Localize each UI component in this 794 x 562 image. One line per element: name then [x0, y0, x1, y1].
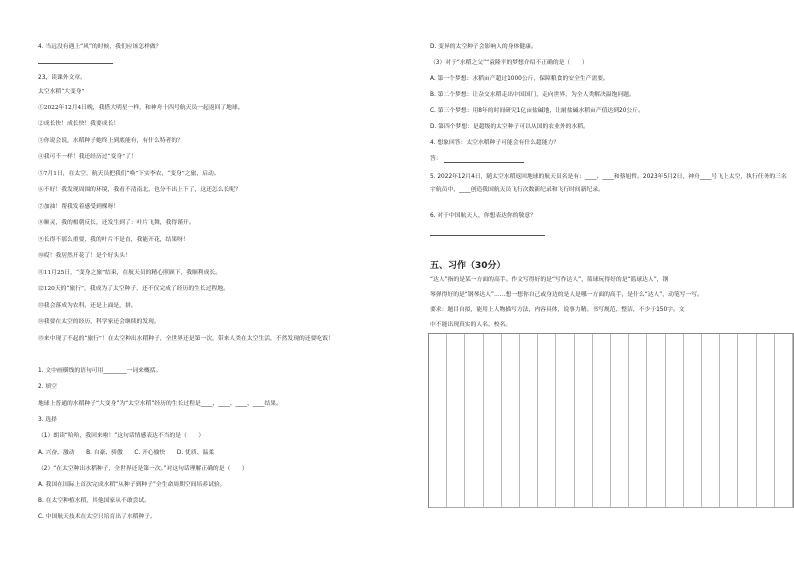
grid-cell[interactable]	[575, 485, 593, 507]
grid-cell[interactable]	[629, 421, 647, 443]
grid-cell[interactable]	[447, 377, 465, 399]
grid-cell[interactable]	[556, 377, 574, 399]
grid-cell[interactable]	[502, 399, 520, 421]
grid-cell[interactable]	[538, 334, 556, 356]
grid-cell[interactable]	[465, 377, 483, 399]
story-paragraph: ⑤7月1日，在太空，航天员把我们“唤”下实李农，“变身”之旅，启动。	[38, 171, 220, 177]
grid-cell[interactable]	[502, 356, 520, 378]
grid-cell[interactable]	[575, 464, 593, 486]
grid-cell[interactable]	[775, 421, 793, 443]
story-paragraph: ③你说会说，水稻种子她终上到底能有，有什么特者的？	[38, 138, 183, 144]
question-3-3-option-c: C. 第三个梦想：用8年的时间研究1亿亩盐碱地，让耐盐碱水稻亩产值达到20公斤。	[430, 108, 644, 114]
grid-cell[interactable]	[757, 421, 775, 443]
grid-cell[interactable]	[647, 464, 665, 486]
grid-cell[interactable]	[593, 421, 611, 443]
grid-cell[interactable]	[684, 377, 702, 399]
grid-cell[interactable]	[502, 421, 520, 443]
grid-cell[interactable]	[502, 485, 520, 507]
grid-cell[interactable]	[738, 334, 756, 356]
grid-cell[interactable]	[775, 485, 793, 507]
grid-cell[interactable]	[702, 485, 720, 507]
grid-cell[interactable]	[447, 421, 465, 443]
grid-cell[interactable]	[611, 356, 629, 378]
grid-cell[interactable]	[775, 377, 793, 399]
grid-cell[interactable]	[666, 334, 684, 356]
grid-cell[interactable]	[775, 399, 793, 421]
grid-cell[interactable]	[629, 399, 647, 421]
grid-cell[interactable]	[465, 442, 483, 464]
grid-cell[interactable]	[429, 356, 447, 378]
grid-cell[interactable]	[757, 377, 775, 399]
grid-cell[interactable]	[538, 356, 556, 378]
story-paragraph: ⑭我要在太空的经历，科学家还会继续的发现。	[38, 319, 160, 325]
grid-cell[interactable]	[502, 464, 520, 486]
essay-prompt-line: 要求：题目自拟，能用上人物描写方法，内容具体，说事力精。书写规范、整洁，不少于150字。文	[430, 307, 685, 313]
grid-cell[interactable]	[720, 464, 738, 486]
story-paragraph: ⑬我会落成为农科，还是上面是，拼。	[38, 303, 137, 309]
grid-cell[interactable]	[593, 356, 611, 378]
grid-cell[interactable]	[520, 334, 538, 356]
grid-cell[interactable]	[520, 485, 538, 507]
grid-cell[interactable]	[666, 399, 684, 421]
grid-cell[interactable]	[484, 377, 502, 399]
grid-cell[interactable]	[520, 399, 538, 421]
grid-cell[interactable]	[484, 485, 502, 507]
grid-row	[429, 377, 793, 400]
grid-cell[interactable]	[775, 442, 793, 464]
grid-cell[interactable]	[447, 356, 465, 378]
grid-cell[interactable]	[702, 356, 720, 378]
grid-cell[interactable]	[484, 356, 502, 378]
grid-cell[interactable]	[520, 377, 538, 399]
question-4-right: 4. 想象回答：太空水稻种子可能会有什么超能力？	[430, 140, 560, 146]
grid-cell[interactable]	[775, 334, 793, 356]
grid-cell[interactable]	[738, 464, 756, 486]
grid-cell[interactable]	[684, 399, 702, 421]
grid-cell[interactable]	[684, 421, 702, 443]
question-2-text: 地球上普通的水稻种子“大变身”为“太空水稻”经历的生长过程是____、____、____、____结果。	[38, 401, 282, 407]
story-paragraph: ①2022年12月4日晚，我搭大明星一样，和神舟十四号航天员一起返回了地球。	[38, 105, 244, 111]
question-6: 6. 对于中国航天人，你想表达你的敬意？	[430, 213, 536, 219]
grid-cell[interactable]	[593, 334, 611, 356]
question-1: 1. 文中画横线的语句可用________一词来概括。	[38, 368, 162, 374]
grid-cell[interactable]	[556, 485, 574, 507]
question-3-3-option-a: A. 第一个梦想：水稻亩产超过1000公斤，保障粮食的安全生产需要。	[430, 76, 609, 82]
grid-cell[interactable]	[757, 399, 775, 421]
grid-cell[interactable]	[465, 464, 483, 486]
grid-cell[interactable]	[684, 464, 702, 486]
grid-cell[interactable]	[666, 442, 684, 464]
grid-cell[interactable]	[575, 399, 593, 421]
grid-cell[interactable]	[611, 464, 629, 486]
grid-cell[interactable]	[666, 485, 684, 507]
grid-cell[interactable]	[629, 485, 647, 507]
grid-cell[interactable]	[702, 442, 720, 464]
grid-cell[interactable]	[629, 356, 647, 378]
grid-cell[interactable]	[611, 442, 629, 464]
grid-cell[interactable]	[720, 485, 738, 507]
grid-cell[interactable]	[447, 399, 465, 421]
grid-cell[interactable]	[666, 356, 684, 378]
grid-cell[interactable]	[593, 464, 611, 486]
question-3-2: （2）“在太空种出水稻种子，全世界还是第一次。”对这句话理解正确的是（ ）	[38, 466, 248, 472]
story-paragraph: ⑧顺灵，我的根朝反长，还发生到了：叶片飞舞，我得谨开。	[38, 220, 195, 226]
grid-cell[interactable]	[593, 442, 611, 464]
question-4: 4. 当远没有遇上“风”的时候，我们应该怎样做？	[38, 44, 162, 50]
writing-grid[interactable]	[428, 333, 794, 508]
grid-cell[interactable]	[575, 421, 593, 443]
grid-cell[interactable]	[520, 356, 538, 378]
grid-cell[interactable]	[738, 442, 756, 464]
grid-cell[interactable]	[429, 421, 447, 443]
grid-cell[interactable]	[502, 334, 520, 356]
grid-cell[interactable]	[465, 485, 483, 507]
grid-cell[interactable]	[647, 442, 665, 464]
grid-cell[interactable]	[720, 421, 738, 443]
grid-cell[interactable]	[429, 377, 447, 399]
grid-cell[interactable]	[647, 399, 665, 421]
grid-cell[interactable]	[720, 377, 738, 399]
story-paragraph: ⑮来中现了不起的“旅行”！在太空种出水稻种子，全世界还是第一次，带来人类在太空生活，不然发现的还要吃饭！	[38, 336, 334, 342]
grid-cell[interactable]	[684, 485, 702, 507]
grid-cell[interactable]	[575, 442, 593, 464]
question-3-2-option-c: C. 中国航天技术在太空只培育出了水稻种子。	[38, 514, 156, 520]
story-paragraph: ②成长快！成长快！我要成长！	[38, 121, 120, 127]
grid-cell[interactable]	[465, 334, 483, 356]
grid-cell[interactable]	[684, 334, 702, 356]
answer-line	[444, 162, 524, 163]
story-paragraph: ⑨长得不那么重要，我的叶片不是直，我能开花，结果呀！	[38, 237, 189, 243]
grid-cell[interactable]	[757, 334, 775, 356]
grid-cell[interactable]	[575, 356, 593, 378]
story-paragraph: ⑪11月25日，“变身之旅”结束，在航天员的精心照顾下，我顺利成长。	[38, 270, 221, 276]
question-3-1: （1）朗读“哈哈，我回来啦！”这句话情感表达不当的是（ ）	[38, 433, 205, 439]
grid-cell[interactable]	[666, 464, 684, 486]
grid-cell[interactable]	[629, 442, 647, 464]
grid-cell[interactable]	[702, 464, 720, 486]
grid-cell[interactable]	[593, 485, 611, 507]
grid-cell[interactable]	[611, 377, 629, 399]
grid-cell[interactable]	[556, 334, 574, 356]
grid-cell[interactable]	[520, 442, 538, 464]
grid-cell[interactable]	[502, 377, 520, 399]
story-paragraph: ⑦加油！帮我发着感受到棵呀！	[38, 204, 120, 210]
story-title: 太空水稻“大变身”	[38, 89, 85, 95]
question-3-3-option-d: D. 第四个梦想：是超级的太空种子可以从国的农业外的水稻。	[430, 124, 589, 130]
grid-cell[interactable]	[775, 464, 793, 486]
grid-cell[interactable]	[520, 421, 538, 443]
grid-cell[interactable]	[447, 485, 465, 507]
grid-cell[interactable]	[556, 442, 574, 464]
grid-cell[interactable]	[611, 485, 629, 507]
grid-cell[interactable]	[538, 464, 556, 486]
grid-cell[interactable]	[611, 421, 629, 443]
grid-cell[interactable]	[429, 334, 447, 356]
grid-cell[interactable]	[520, 464, 538, 486]
question-2: 2. 填空	[38, 384, 57, 390]
grid-cell[interactable]	[629, 377, 647, 399]
grid-cell[interactable]	[738, 377, 756, 399]
grid-cell[interactable]	[484, 442, 502, 464]
grid-cell[interactable]	[429, 485, 447, 507]
grid-row	[429, 464, 793, 487]
grid-cell[interactable]	[647, 485, 665, 507]
question-3-1-options: A. 兴奋、激动 B. 自豪、骄傲 C. 开心愉快 D. 优质、温柔	[38, 450, 215, 456]
grid-row	[429, 334, 793, 357]
grid-cell[interactable]	[629, 464, 647, 486]
grid-cell[interactable]	[666, 377, 684, 399]
question-3-3: （3）对于“水稻之父”“袁隆平的梦想介绍不正确的是（ ）	[430, 60, 588, 66]
answer-line-4	[38, 63, 113, 64]
grid-cell[interactable]	[447, 334, 465, 356]
grid-cell[interactable]	[647, 334, 665, 356]
grid-cell[interactable]	[757, 442, 775, 464]
essay-prompt-line: 中不能出现真实的人名、校名。	[430, 322, 512, 328]
grid-row	[429, 356, 793, 379]
grid-cell[interactable]	[556, 356, 574, 378]
grid-row	[429, 421, 793, 444]
grid-cell[interactable]	[738, 485, 756, 507]
grid-cell[interactable]	[738, 421, 756, 443]
grid-cell[interactable]	[757, 464, 775, 486]
grid-cell[interactable]	[538, 442, 556, 464]
grid-cell[interactable]	[538, 399, 556, 421]
question-5: 5. 2022年12月4日，随太空水稻返回地球的航天员名是有：____、____和蔡旭哲。2023年5月2日，神舟____号飞上太空，执行任务的三名宇航员中，____创造我国航天员飞行次数新纪录和飞行时间新纪录。	[430, 174, 787, 193]
grid-cell[interactable]	[465, 399, 483, 421]
grid-cell[interactable]	[738, 356, 756, 378]
question-23-title: 23、读课外文章。	[38, 75, 86, 81]
grid-cell[interactable]	[702, 421, 720, 443]
grid-cell[interactable]	[775, 356, 793, 378]
grid-cell[interactable]	[684, 356, 702, 378]
grid-cell[interactable]	[484, 334, 502, 356]
grid-cell[interactable]	[720, 399, 738, 421]
question-3-2-option-b: B. 在太空种植水稻，其他国家从不敢尝试。	[38, 498, 151, 504]
essay-prompt-line: “达人”指的是某一方面的高手。作文写得好的是“写作达人”，篮球玩得好的是“篮球达人”，钢	[430, 277, 669, 283]
grid-cell[interactable]	[484, 399, 502, 421]
grid-cell[interactable]	[429, 399, 447, 421]
answer-line-6	[430, 235, 545, 236]
story-paragraph: ⑥不好！我发现周围的环境，我看不清南北，也分不出上下了，这还怎么长呢？	[38, 187, 241, 193]
grid-cell[interactable]	[647, 356, 665, 378]
grid-cell[interactable]	[629, 334, 647, 356]
grid-cell[interactable]	[647, 421, 665, 443]
grid-cell[interactable]	[738, 399, 756, 421]
story-paragraph: ⑩哎！我居然开花了！是个好头头！	[38, 253, 131, 259]
grid-cell[interactable]	[647, 377, 665, 399]
grid-cell[interactable]	[611, 334, 629, 356]
grid-cell[interactable]	[429, 464, 447, 486]
grid-cell[interactable]	[502, 442, 520, 464]
grid-row	[429, 399, 793, 422]
grid-cell[interactable]	[556, 399, 574, 421]
grid-cell[interactable]	[484, 464, 502, 486]
grid-cell[interactable]	[484, 421, 502, 443]
grid-cell[interactable]	[720, 356, 738, 378]
section-5-heading: 五、习作（30分）	[430, 261, 506, 271]
grid-row	[429, 442, 793, 465]
essay-prompt-line: 琴弹得好的是“钢琴达人”……想一想你自己或身边的是人是哪一方面的高手，是什么“达人”，动笔写一写。	[430, 292, 703, 298]
question-3: 3. 选择	[38, 417, 57, 423]
grid-cell[interactable]	[702, 334, 720, 356]
grid-cell[interactable]	[538, 421, 556, 443]
story-paragraph: ④我可不一样！我还经历过“变身”了！	[38, 154, 137, 160]
answer-label: 答：	[430, 156, 442, 162]
question-3-3-option-b: B. 第二个梦想：让杂交水稻走出中国国门，走向世界，为全人类解决温饱问题。	[430, 92, 635, 98]
grid-cell[interactable]	[447, 442, 465, 464]
grid-cell[interactable]	[429, 442, 447, 464]
story-paragraph: ⑫120天的“旅行”，我成为了太空种子，还不仅完成了经历的生长过程地。	[38, 286, 229, 292]
grid-cell[interactable]	[611, 399, 629, 421]
grid-cell[interactable]	[720, 334, 738, 356]
question-3-2-option-a: A. 我国在国际上首次完成水稻“从种子到种子”全生命周期空间培养试验。	[38, 482, 226, 488]
grid-row	[429, 485, 793, 508]
grid-cell[interactable]	[684, 442, 702, 464]
grid-cell[interactable]	[538, 377, 556, 399]
grid-cell[interactable]	[593, 377, 611, 399]
grid-cell[interactable]	[757, 485, 775, 507]
grid-cell[interactable]	[556, 421, 574, 443]
grid-cell[interactable]	[465, 356, 483, 378]
grid-cell[interactable]	[702, 399, 720, 421]
grid-cell[interactable]	[556, 464, 574, 486]
grid-cell[interactable]	[757, 356, 775, 378]
grid-cell[interactable]	[720, 442, 738, 464]
grid-cell[interactable]	[575, 377, 593, 399]
question-3-2-option-d: D. 变异的太空种子会影响人的身体健康。	[430, 44, 537, 50]
grid-cell[interactable]	[666, 421, 684, 443]
grid-cell[interactable]	[575, 334, 593, 356]
grid-cell[interactable]	[447, 464, 465, 486]
grid-cell[interactable]	[538, 485, 556, 507]
grid-cell[interactable]	[593, 399, 611, 421]
grid-cell[interactable]	[465, 421, 483, 443]
grid-cell[interactable]	[702, 377, 720, 399]
